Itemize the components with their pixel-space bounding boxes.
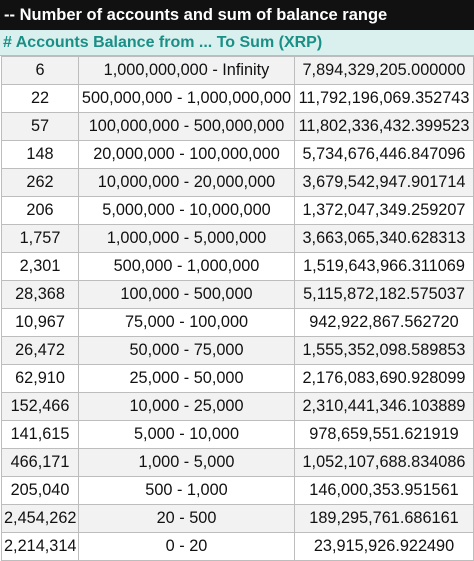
accounts-cell: 205,040 [2,477,79,505]
sum-xrp-cell: 189,295,761.686161 [295,505,474,533]
accounts-cell: 10,967 [2,309,79,337]
balance-range-cell: 10,000 - 25,000 [79,393,295,421]
sum-xrp-cell: 5,734,676,446.847096 [295,141,474,169]
balance-range-cell: 100,000 - 500,000 [79,281,295,309]
sum-xrp-cell: 978,659,551.621919 [295,421,474,449]
sum-xrp-cell: 7,894,329,205.000000 [295,57,474,85]
sum-xrp-cell: 11,802,336,432.399523 [295,113,474,141]
table-row [2,533,474,561]
accounts-cell: 206 [2,197,79,225]
balance-range-cell: 75,000 - 100,000 [79,309,295,337]
accounts-cell: 466,171 [2,449,79,477]
balance-range-cell: 500 - 1,000 [79,477,295,505]
sum-xrp-cell: 11,792,196,069.352743 [295,85,474,113]
accounts-cell: 22 [2,85,79,113]
balance-range-cell: 500,000,000 - 1,000,000,000 [79,85,295,113]
accounts-cell: 28,368 [2,281,79,309]
accounts-cell: 2,454,262 [2,505,79,533]
table-row [2,141,474,169]
sum-xrp-cell: 3,663,065,340.628313 [295,225,474,253]
balance-range-cell: 10,000,000 - 20,000,000 [79,169,295,197]
table-title: -- Number of accounts and sum of balance range [0,0,474,30]
sum-xrp-cell: 942,922,867.562720 [295,309,474,337]
table-row [2,281,474,309]
accounts-cell: 141,615 [2,421,79,449]
table-row [2,309,474,337]
table-row [2,197,474,225]
accounts-cell: 62,910 [2,365,79,393]
balance-range-cell: 25,000 - 50,000 [79,365,295,393]
balance-range-cell: 5,000 - 10,000 [79,421,295,449]
balance-range-cell: 50,000 - 75,000 [79,337,295,365]
accounts-cell: 262 [2,169,79,197]
accounts-cell: 26,472 [2,337,79,365]
table-row [2,393,474,421]
column-header: # Accounts Balance from ... To Sum (XRP) [0,30,474,56]
table-row [2,253,474,281]
accounts-cell: 57 [2,113,79,141]
accounts-cell: 152,466 [2,393,79,421]
balance-range-cell: 20,000,000 - 100,000,000 [79,141,295,169]
table-row [2,85,474,113]
sum-xrp-cell: 1,519,643,966.311069 [295,253,474,281]
balance-range-cell: 100,000,000 - 500,000,000 [79,113,295,141]
sum-xrp-cell: 5,115,872,182.575037 [295,281,474,309]
table-row [2,169,474,197]
balance-range-cell: 0 - 20 [79,533,295,561]
accounts-cell: 1,757 [2,225,79,253]
sum-xrp-cell: 1,372,047,349.259207 [295,197,474,225]
table-row [2,449,474,477]
sum-xrp-cell: 23,915,926.922490 [295,533,474,561]
table-body [2,57,474,561]
accounts-cell: 148 [2,141,79,169]
table-row [2,505,474,533]
accounts-cell: 2,301 [2,253,79,281]
accounts-cell: 6 [2,57,79,85]
balance-range-cell: 500,000 - 1,000,000 [79,253,295,281]
sum-xrp-cell: 2,176,083,690.928099 [295,365,474,393]
sum-xrp-cell: 146,000,353.951561 [295,477,474,505]
balance-range-cell: 1,000 - 5,000 [79,449,295,477]
balance-range-cell: 20 - 500 [79,505,295,533]
table-row [2,365,474,393]
table-row [2,421,474,449]
sum-xrp-cell: 3,679,542,947.901714 [295,169,474,197]
table-row [2,57,474,85]
sum-xrp-cell: 2,310,441,346.103889 [295,393,474,421]
balance-range-cell: 5,000,000 - 10,000,000 [79,197,295,225]
table-row [2,337,474,365]
sum-xrp-cell: 1,555,352,098.589853 [295,337,474,365]
accounts-cell: 2,214,314 [2,533,79,561]
table-row [2,225,474,253]
balance-range-cell: 1,000,000,000 - Infinity [79,57,295,85]
balance-range-cell: 1,000,000 - 5,000,000 [79,225,295,253]
sum-xrp-cell: 1,052,107,688.834086 [295,449,474,477]
balance-range-table [1,56,474,561]
table-row [2,477,474,505]
table-row [2,113,474,141]
